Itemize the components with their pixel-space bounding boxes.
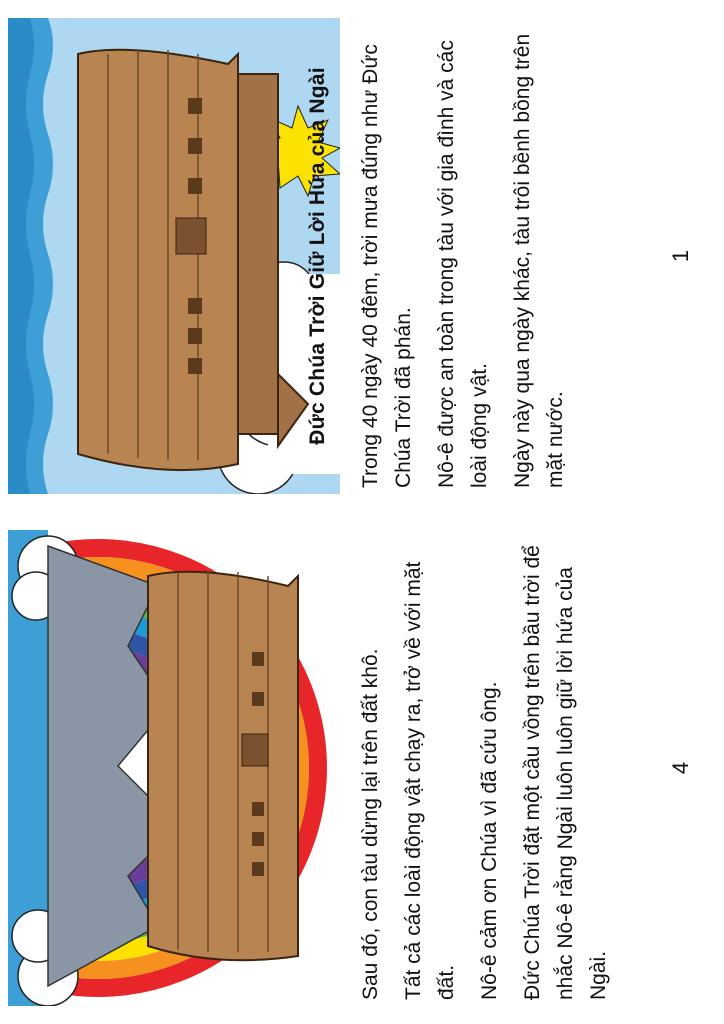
paragraph: Đức Chúa Trời đặt một cầu vồng trên bầu trời để nhắc Nô-ê rằng Ngài luôn luôn giữ lời hứa của Ngài. [521, 545, 610, 1000]
paragraph: Ngày này qua ngày khác, tàu trôi bềnh bồng trên mặt nước. [511, 33, 567, 488]
page-4 [0, 512, 724, 1024]
ark-on-water-illustration [8, 18, 340, 494]
page-4-region [0, 512, 724, 1024]
ark-icon [148, 570, 298, 960]
paragraph: Trong 40 ngày 40 đêm, trời mưa đúng như Đức Chúa Trời đã phán. [359, 44, 415, 488]
paragraph: Nô-ê cảm ơn Chúa vì đã cứu ông. [478, 681, 501, 1000]
page-number: 1 [668, 249, 693, 263]
paragraph: Nô-ê được an toàn trong tàu với gia đình và các loài động vật. [435, 40, 491, 488]
ark-on-mountain-illustration [8, 530, 340, 1006]
paragraph: Sau đó, con tàu dừng lại trên đất khô. [359, 648, 382, 1000]
page-number: 4 [668, 761, 693, 775]
paragraph: Tất cả các loài động vật chạy ra, trở về với mặt đất. [402, 561, 458, 1000]
page-title: Đức Chúa Trời Giữ Lời Hứa của Ngài [306, 67, 329, 445]
page-4-illustration [8, 530, 340, 1006]
ark-icon [78, 50, 308, 470]
page-1-illustration [8, 18, 340, 494]
page-4-text [354, 530, 625, 1000]
page-1-text [354, 18, 582, 488]
